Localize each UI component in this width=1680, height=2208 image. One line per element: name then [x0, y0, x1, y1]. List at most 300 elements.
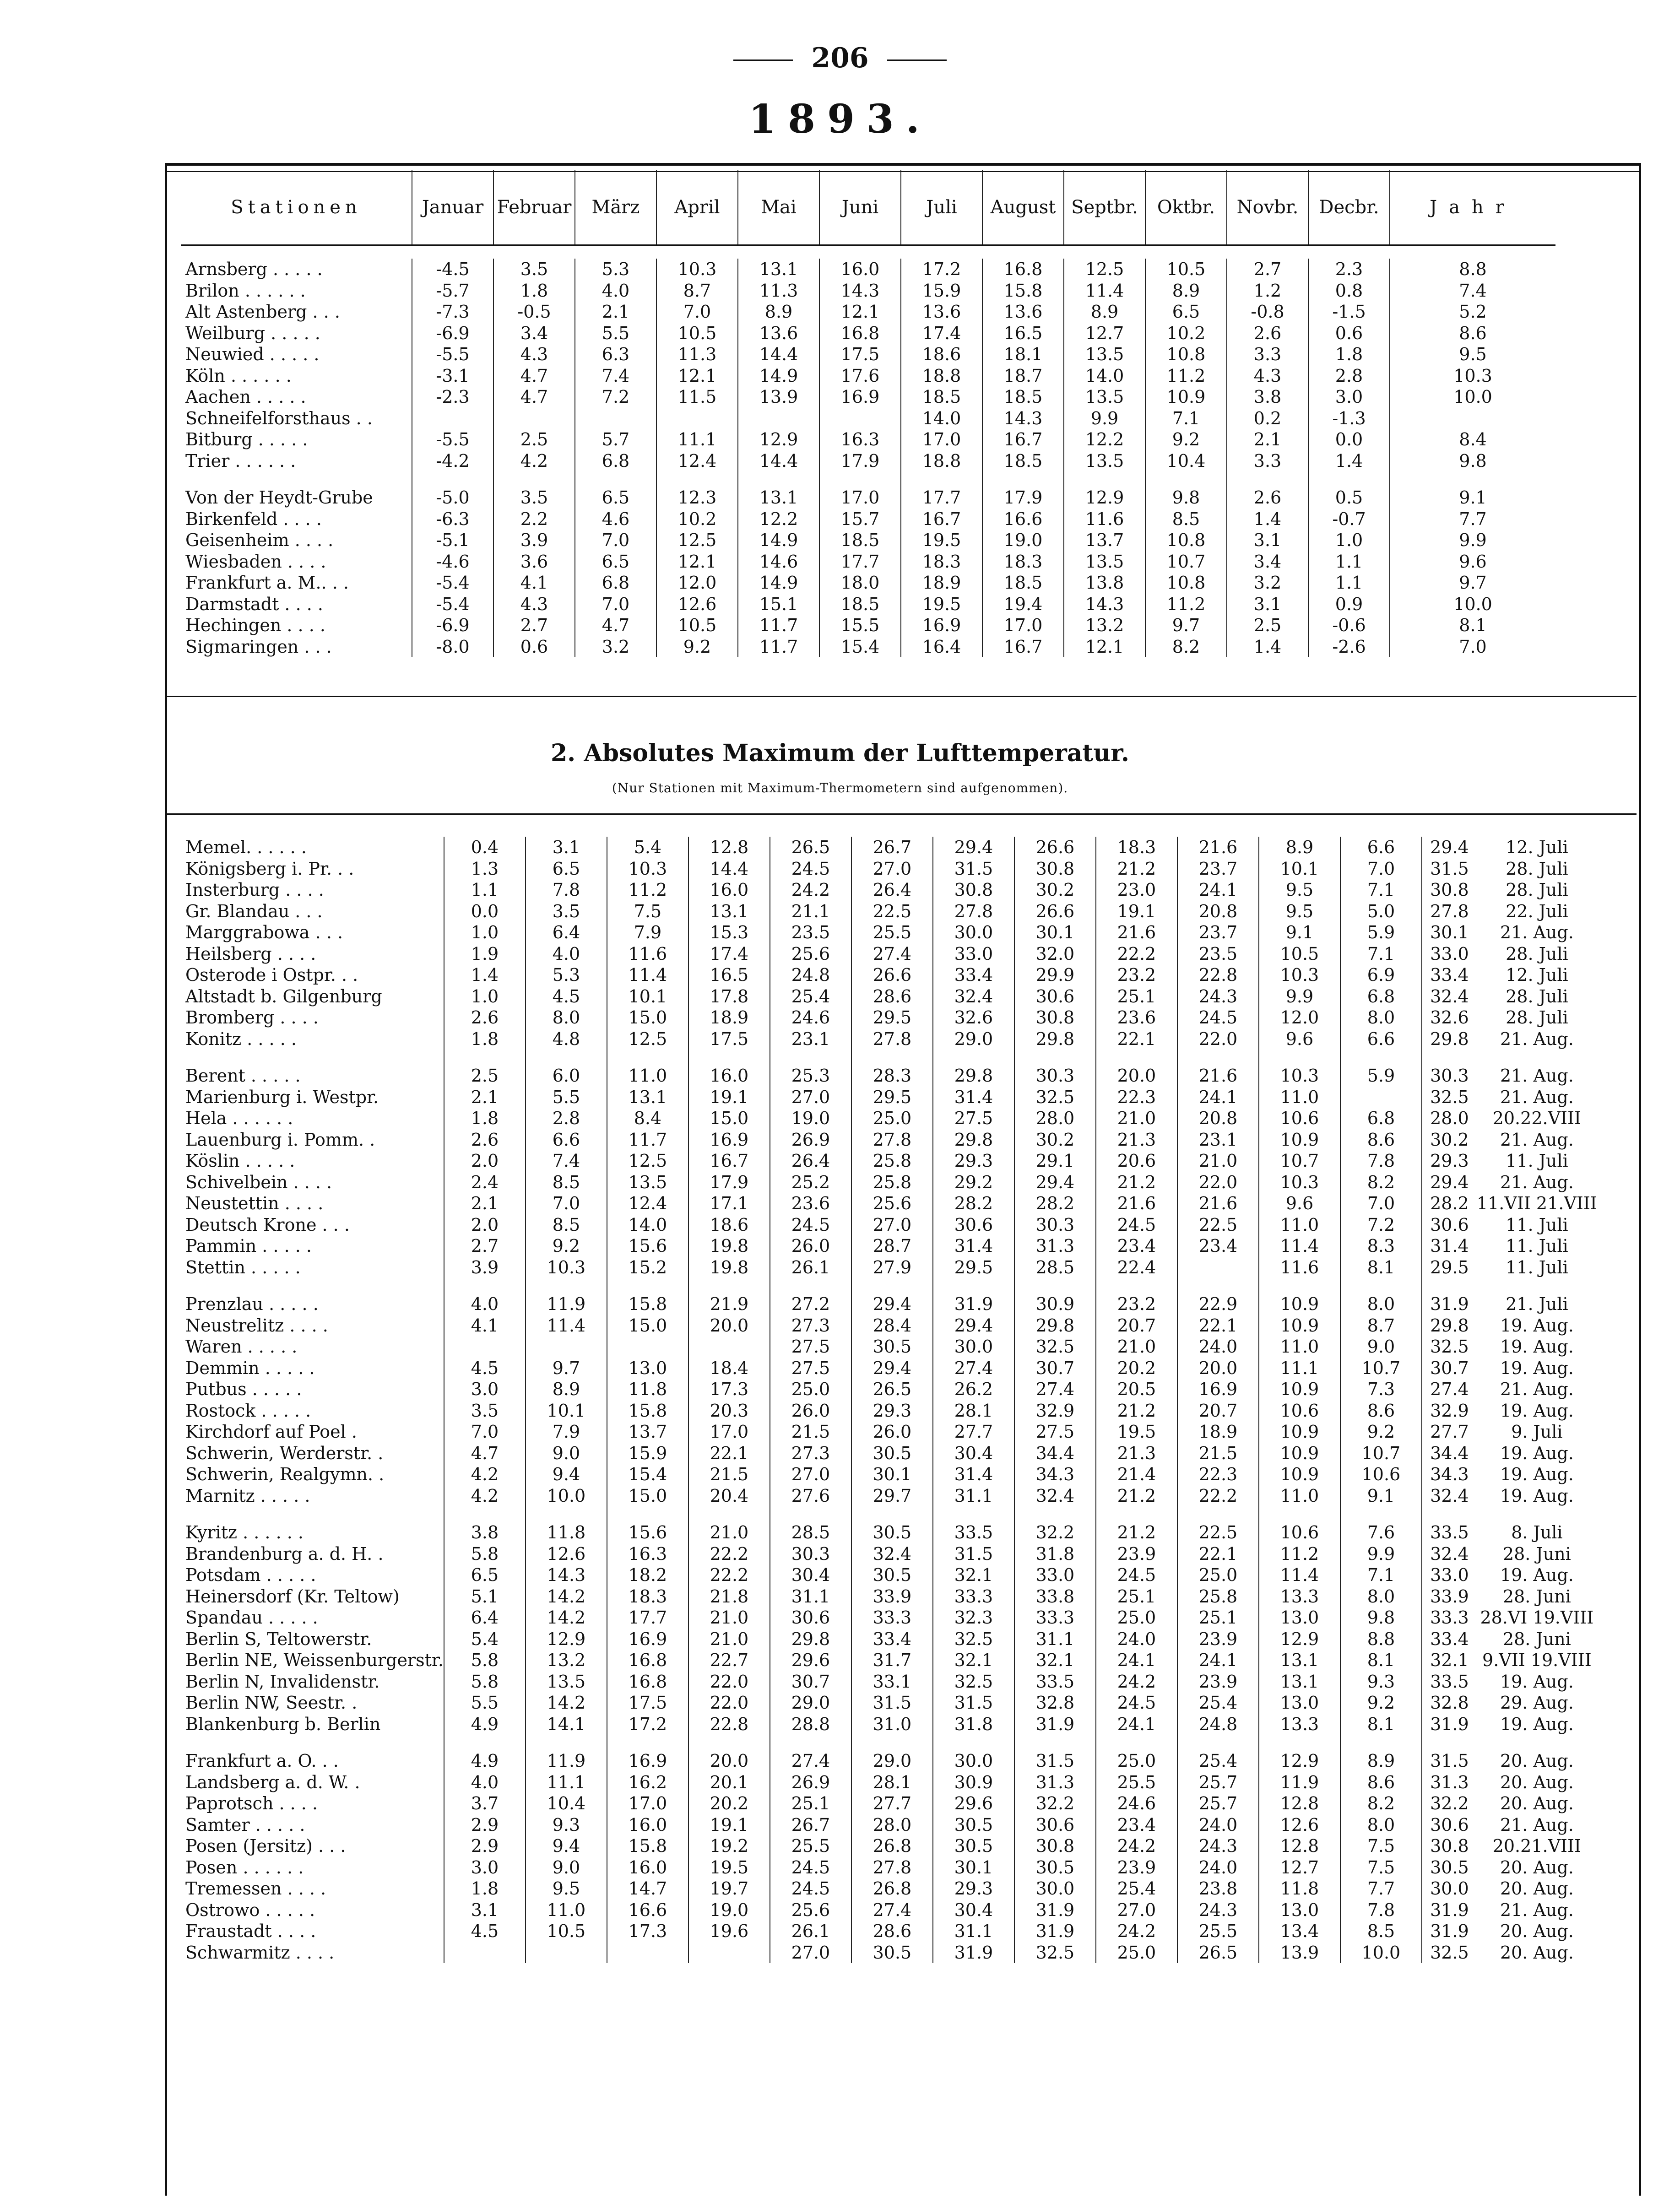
month-value: 31.5 [1014, 1750, 1096, 1772]
month-value: 20.2 [688, 1793, 770, 1814]
month-value: 9.7 [526, 1358, 607, 1379]
month-value: 11.3 [738, 280, 819, 302]
header-month: März [575, 170, 656, 245]
month-value: 9.1 [1340, 1485, 1422, 1507]
year-date: 29. Aug. [1500, 1693, 1574, 1713]
month-value: 13.1 [688, 901, 770, 922]
month-value: 4.1 [493, 572, 575, 594]
month-value: -7.3 [412, 301, 493, 323]
month-value: 24.0 [1177, 1857, 1259, 1878]
station-name: Stettin . . . . . [185, 1257, 301, 1277]
month-value: 26.8 [851, 1835, 933, 1857]
year-date: 20. Aug. [1500, 1857, 1574, 1878]
table-row [181, 1108, 1597, 1129]
month-value: 20.1 [688, 1772, 770, 1793]
month-value: -1.3 [1308, 408, 1390, 429]
month-value: 7.0 [575, 594, 656, 615]
month-value: 1.0 [1308, 530, 1390, 551]
month-value: 12.9 [1259, 1629, 1340, 1650]
table-row [181, 964, 1597, 986]
table-row [181, 858, 1597, 880]
month-value: 3.9 [444, 1257, 526, 1278]
month-value: 17.1 [688, 1193, 770, 1214]
month-value: 7.5 [607, 901, 688, 922]
month-value: 10.3 [1259, 964, 1340, 986]
month-value: 33.3 [851, 1607, 933, 1629]
month-value: 31.5 [933, 858, 1014, 880]
station-name: Hela . . . . . . [185, 1108, 293, 1128]
year-date: 21. Aug. [1500, 922, 1574, 942]
month-value: 8.9 [1259, 837, 1340, 858]
month-value: 4.3 [493, 594, 575, 615]
month-value: 21.2 [1096, 1485, 1177, 1507]
month-value: 11.9 [1259, 1772, 1340, 1793]
month-value: 28.6 [851, 1921, 933, 1942]
month-value: 13.2 [1064, 615, 1145, 636]
month-value: 8.4 [607, 1108, 688, 1129]
month-value: 9.5 [1259, 901, 1340, 922]
month-value: 24.6 [770, 1007, 851, 1028]
year-value: 34.3 [1422, 1464, 1477, 1485]
month-value: 8.2 [1340, 1172, 1422, 1193]
table-row [181, 1315, 1597, 1337]
year-value: 31.3 [1422, 1772, 1477, 1793]
group-spacer [181, 471, 1555, 487]
month-value: 27.0 [851, 858, 933, 880]
month-value: 2.6 [444, 1007, 526, 1028]
month-value: 8.8 [1340, 1629, 1422, 1650]
month-value: 10.8 [1145, 572, 1227, 594]
table-row [181, 1464, 1597, 1485]
month-value: 30.5 [851, 1564, 933, 1586]
year-value: 32.9 [1422, 1400, 1477, 1422]
year-date: 9.VII 19.VIII [1482, 1650, 1592, 1670]
month-value: 32.5 [1014, 1942, 1096, 1964]
year-date: 21. Aug. [1500, 1379, 1574, 1399]
month-value: 22.1 [1096, 1028, 1177, 1050]
month-value: 33.0 [933, 943, 1014, 965]
month-value: 2.1 [575, 301, 656, 323]
month-value: 0.4 [444, 837, 526, 858]
year-date: 9. Juli [1511, 1422, 1563, 1442]
month-value: 7.3 [1340, 1379, 1422, 1400]
month-value: 10.5 [1259, 943, 1340, 965]
month-value: 13.0 [607, 1358, 688, 1379]
table-row [181, 1900, 1597, 1921]
month-value: 27.5 [933, 1108, 1014, 1129]
station-name: Köslin . . . . . [185, 1151, 295, 1171]
year-value: 33.0 [1422, 943, 1477, 965]
month-value: 16.0 [688, 1065, 770, 1087]
month-value: 27.5 [770, 1358, 851, 1379]
month-value: 23.9 [1096, 1543, 1177, 1565]
month-value: 19.5 [1096, 1421, 1177, 1443]
month-value: -8.0 [412, 636, 493, 658]
month-value: 7.4 [575, 365, 656, 387]
station-name: Schwarmitz . . . . [185, 1942, 335, 1963]
month-value: 11.6 [1064, 509, 1145, 530]
month-value: 9.9 [1340, 1543, 1422, 1565]
month-value: 22.2 [688, 1543, 770, 1565]
month-value [688, 1942, 770, 1964]
year-value: 30.0 [1422, 1878, 1477, 1900]
month-value: 7.0 [575, 530, 656, 551]
month-value: 0.6 [493, 636, 575, 658]
year-value: 32.4 [1422, 1485, 1477, 1507]
month-value: 29.1 [1014, 1150, 1096, 1172]
table-row [181, 386, 1555, 408]
month-value: 11.0 [1259, 1485, 1340, 1507]
month-value: 13.6 [982, 301, 1064, 323]
month-value [607, 1942, 688, 1964]
month-value: 10.1 [607, 986, 688, 1007]
station-name: Königsberg i. Pr. . . [185, 858, 354, 879]
month-value: 32.5 [1014, 1087, 1096, 1108]
month-value: 8.1 [1340, 1650, 1422, 1671]
month-value: 30.9 [1014, 1293, 1096, 1315]
month-value: -6.3 [412, 509, 493, 530]
month-value: 13.6 [738, 323, 819, 344]
month-value: 32.9 [1014, 1400, 1096, 1422]
year-value: 30.6 [1422, 1214, 1477, 1236]
year-value: 30.6 [1422, 1814, 1477, 1836]
month-value: 18.3 [982, 551, 1064, 573]
month-value: 25.0 [1096, 1607, 1177, 1629]
month-value: 4.2 [444, 1464, 526, 1485]
month-value: 1.8 [1308, 344, 1390, 365]
month-value: 31.9 [933, 1293, 1014, 1315]
month-value: 19.0 [688, 1900, 770, 1921]
month-value: 6.6 [526, 1129, 607, 1151]
month-value: 11.4 [1064, 280, 1145, 302]
month-value: 12.1 [656, 551, 738, 573]
month-value: 13.2 [526, 1650, 607, 1671]
month-value: 8.5 [526, 1214, 607, 1236]
month-value: 13.8 [1064, 572, 1145, 594]
month-value: 6.8 [1340, 986, 1422, 1007]
month-value: 10.4 [526, 1793, 607, 1814]
month-value: 20.7 [1096, 1315, 1177, 1337]
station-name: Spandau . . . . . [185, 1607, 318, 1628]
month-value: 12.7 [1259, 1857, 1340, 1878]
month-value: 10.3 [526, 1257, 607, 1278]
month-value: 26.0 [770, 1400, 851, 1422]
station-name: Birkenfeld . . . . [185, 509, 322, 529]
month-value: 24.2 [1096, 1671, 1177, 1693]
month-value: 29.5 [851, 1007, 933, 1028]
month-value: 2.9 [444, 1814, 526, 1836]
table-row [181, 1650, 1597, 1671]
month-value: 26.0 [851, 1421, 933, 1443]
year-value: 8.4 [1390, 429, 1555, 450]
station-name: Posen (Jersitz) . . . [185, 1836, 346, 1856]
month-value: 22.5 [1177, 1522, 1259, 1543]
month-value: 4.6 [575, 509, 656, 530]
month-value: 21.2 [1096, 1522, 1177, 1543]
year-date: 19. Aug. [1500, 1337, 1574, 1357]
month-value: 17.5 [607, 1692, 688, 1714]
month-value: 17.8 [688, 986, 770, 1007]
table-row [181, 1878, 1597, 1900]
month-value: 32.1 [933, 1650, 1014, 1671]
year-value: 7.7 [1390, 509, 1555, 530]
table-row [181, 551, 1555, 573]
month-value: 22.3 [1096, 1087, 1177, 1108]
table-row [181, 1150, 1597, 1172]
header-month: Decbr. [1308, 170, 1390, 245]
month-value: 16.9 [901, 615, 982, 636]
station-name: Altstadt b. Gilgenburg [185, 986, 382, 1007]
year-value: 29.5 [1422, 1257, 1477, 1278]
group-spacer [181, 1278, 1597, 1293]
year-value: 30.5 [1422, 1857, 1477, 1878]
month-value: 25.0 [1096, 1750, 1177, 1772]
year-date: 21. Aug. [1500, 1900, 1574, 1920]
month-value: 4.8 [526, 1028, 607, 1050]
month-value: 3.2 [1227, 572, 1308, 594]
month-value: 27.2 [770, 1293, 851, 1315]
year-value: 33.9 [1422, 1586, 1477, 1607]
month-value: 24.5 [770, 1857, 851, 1878]
month-value: 24.0 [1177, 1814, 1259, 1836]
month-value [656, 408, 738, 429]
year-value: 27.7 [1422, 1421, 1477, 1443]
month-value: 30.7 [1014, 1358, 1096, 1379]
month-value: 31.8 [933, 1714, 1014, 1735]
month-value: 16.6 [607, 1900, 688, 1921]
year-date: 22. Juli [1506, 901, 1568, 921]
month-value: 23.2 [1096, 1293, 1177, 1315]
year-date: 11.VII 21.VIII [1476, 1193, 1597, 1213]
month-value: 9.8 [1145, 487, 1227, 509]
month-value: 13.4 [1259, 1921, 1340, 1942]
month-value: 5.3 [526, 964, 607, 986]
month-value: 28.2 [1014, 1193, 1096, 1214]
month-value: 16.7 [901, 509, 982, 530]
month-value: 30.1 [933, 1857, 1014, 1878]
month-value: 21.5 [770, 1421, 851, 1443]
table-row [181, 1172, 1597, 1193]
year-date: 21. Aug. [1500, 1129, 1574, 1150]
month-value: 30.8 [1014, 858, 1096, 880]
month-value: 0.6 [1308, 323, 1390, 344]
month-value: 18.8 [901, 365, 982, 387]
month-value: -0.6 [1308, 615, 1390, 636]
table-row [181, 1007, 1597, 1028]
month-value: 30.0 [933, 1336, 1014, 1358]
year-date: 28. Juli [1506, 1007, 1568, 1028]
month-value: 12.9 [1064, 487, 1145, 509]
station-name: Berlin NE, Weissenburgerstr. [185, 1650, 444, 1670]
month-value: 9.9 [1064, 408, 1145, 429]
month-value: 33.4 [933, 964, 1014, 986]
month-value: -4.5 [412, 259, 493, 280]
month-value: 30.6 [770, 1607, 851, 1629]
month-value: 29.0 [851, 1750, 933, 1772]
month-value: 25.0 [851, 1108, 933, 1129]
section-note: (Nur Stationen mit Maximum-Thermometern sind aufgenommen). [612, 780, 1068, 796]
month-value: 23.1 [770, 1028, 851, 1050]
month-value: 20.2 [1096, 1358, 1177, 1379]
station-name: Berlin NW, Seestr. . [185, 1693, 358, 1713]
month-value: 24.8 [1177, 1714, 1259, 1735]
table-row [181, 259, 1555, 280]
month-value: 25.5 [770, 1835, 851, 1857]
year-value: 32.1 [1422, 1650, 1477, 1671]
month-value: 17.6 [819, 365, 901, 387]
month-value: 27.3 [770, 1443, 851, 1464]
month-value: 4.0 [526, 943, 607, 965]
table-row [181, 1193, 1597, 1214]
station-name: Trier . . . . . . [185, 450, 296, 471]
month-value: 12.6 [656, 594, 738, 615]
month-value: 25.4 [770, 986, 851, 1007]
month-value: 20.8 [1177, 901, 1259, 922]
header-month: Januar [412, 170, 493, 245]
month-value: 27.0 [770, 1087, 851, 1108]
section-rule [165, 813, 1637, 815]
table-row [181, 365, 1555, 387]
month-value: 33.3 [933, 1586, 1014, 1607]
year-date: 21. Aug. [1500, 1066, 1574, 1086]
month-value: 1.8 [444, 1108, 526, 1129]
year-value [1390, 408, 1555, 429]
month-value: 11.3 [656, 344, 738, 365]
month-value: 2.5 [444, 1065, 526, 1087]
month-value: 21.5 [688, 1464, 770, 1485]
month-value: 17.3 [607, 1921, 688, 1942]
table-row [181, 1857, 1597, 1878]
month-value [819, 408, 901, 429]
month-value: 23.7 [1177, 858, 1259, 880]
month-value: 22.9 [1177, 1293, 1259, 1315]
month-value: 1.4 [1227, 509, 1308, 530]
table-row [181, 1485, 1597, 1507]
month-value: 18.6 [901, 344, 982, 365]
month-value: 32.1 [1014, 1650, 1096, 1671]
month-value: 18.5 [982, 572, 1064, 594]
table-row [181, 837, 1597, 858]
month-value: 5.9 [1340, 1065, 1422, 1087]
table-row [181, 1671, 1597, 1693]
month-value: 29.8 [770, 1629, 851, 1650]
month-value: 9.6 [1259, 1028, 1340, 1050]
station-name: Marnitz . . . . . [185, 1485, 310, 1506]
month-value: 26.5 [851, 1379, 933, 1400]
month-value: 34.4 [1014, 1443, 1096, 1464]
month-value: 12.8 [1259, 1793, 1340, 1814]
month-value: 28.6 [851, 986, 933, 1007]
month-value: 24.5 [1096, 1564, 1177, 1586]
year-value: 33.3 [1422, 1607, 1477, 1629]
month-value: 9.3 [1340, 1671, 1422, 1693]
month-value: 14.1 [526, 1714, 607, 1735]
header-month: August [982, 170, 1064, 245]
month-value: -5.5 [412, 429, 493, 450]
header-month: Juli [901, 170, 982, 245]
table-row [181, 323, 1555, 344]
month-value: 25.8 [1177, 1586, 1259, 1607]
year-date: 19. Aug. [1500, 1400, 1574, 1421]
month-value: 28.8 [770, 1714, 851, 1735]
month-value: 2.6 [444, 1129, 526, 1151]
month-value: 28.0 [851, 1814, 933, 1836]
year-value: 28.0 [1422, 1108, 1477, 1129]
month-value: 3.6 [493, 551, 575, 573]
month-value: 26.9 [770, 1772, 851, 1793]
month-value: 12.0 [1259, 1007, 1340, 1028]
month-value: 30.0 [933, 922, 1014, 943]
month-value: 17.5 [819, 344, 901, 365]
month-value: 5.8 [444, 1543, 526, 1565]
month-value: 18.3 [1096, 837, 1177, 858]
month-value: 31.3 [1014, 1235, 1096, 1257]
month-value: 22.1 [1177, 1315, 1259, 1337]
month-value: 20.8 [1177, 1108, 1259, 1129]
month-value: 2.4 [444, 1172, 526, 1193]
month-value: 31.5 [933, 1543, 1014, 1565]
month-value: 15.5 [819, 615, 901, 636]
year-value: 34.4 [1422, 1443, 1477, 1464]
month-value: 28.5 [1014, 1257, 1096, 1278]
month-value [688, 1336, 770, 1358]
station-name: Bromberg . . . . [185, 1007, 319, 1028]
station-name: Geisenheim . . . . [185, 530, 334, 550]
month-value: 21.0 [1096, 1108, 1177, 1129]
month-value: 10.6 [1259, 1400, 1340, 1422]
month-value: 12.4 [607, 1193, 688, 1214]
month-value: 28.5 [770, 1522, 851, 1543]
month-value: 22.8 [688, 1714, 770, 1735]
month-value: 3.1 [526, 837, 607, 858]
month-value: 7.9 [526, 1421, 607, 1443]
month-value: 29.3 [851, 1400, 933, 1422]
month-value: -3.1 [412, 365, 493, 387]
month-value: 13.9 [1259, 1942, 1340, 1964]
month-value: 30.5 [1014, 1857, 1096, 1878]
month-value: 29.5 [851, 1087, 933, 1108]
month-value: 14.0 [1064, 365, 1145, 387]
month-value: 29.9 [1014, 964, 1096, 986]
table-row [181, 1942, 1597, 1964]
year-date: 21. Aug. [1500, 1814, 1574, 1835]
month-value: 13.5 [1064, 450, 1145, 472]
year-value: 9.8 [1390, 450, 1555, 472]
month-value: 13.5 [1064, 344, 1145, 365]
month-value: 30.6 [1014, 986, 1096, 1007]
month-value: 10.7 [1145, 551, 1227, 573]
year-date: 8. Juli [1511, 1522, 1563, 1542]
month-value: 32.4 [933, 986, 1014, 1007]
month-value: 8.5 [526, 1172, 607, 1193]
month-value: 12.9 [1259, 1750, 1340, 1772]
month-value: 21.6 [1096, 922, 1177, 943]
station-name: Konitz . . . . . [185, 1028, 297, 1049]
month-value: 28.7 [851, 1235, 933, 1257]
month-value: 29.3 [933, 1878, 1014, 1900]
year-value: 10.0 [1390, 594, 1555, 615]
month-value: 10.7 [1340, 1358, 1422, 1379]
station-name: Putbus . . . . . [185, 1379, 302, 1399]
month-value: 13.1 [1259, 1671, 1340, 1693]
month-value: 25.5 [1096, 1772, 1177, 1793]
month-value: 19.8 [688, 1235, 770, 1257]
month-value: 9.9 [1259, 986, 1340, 1007]
station-name: Wiesbaden . . . . [185, 551, 326, 572]
month-value: 11.8 [1259, 1878, 1340, 1900]
month-value: 22.2 [1096, 943, 1177, 965]
month-value: 23.6 [770, 1193, 851, 1214]
